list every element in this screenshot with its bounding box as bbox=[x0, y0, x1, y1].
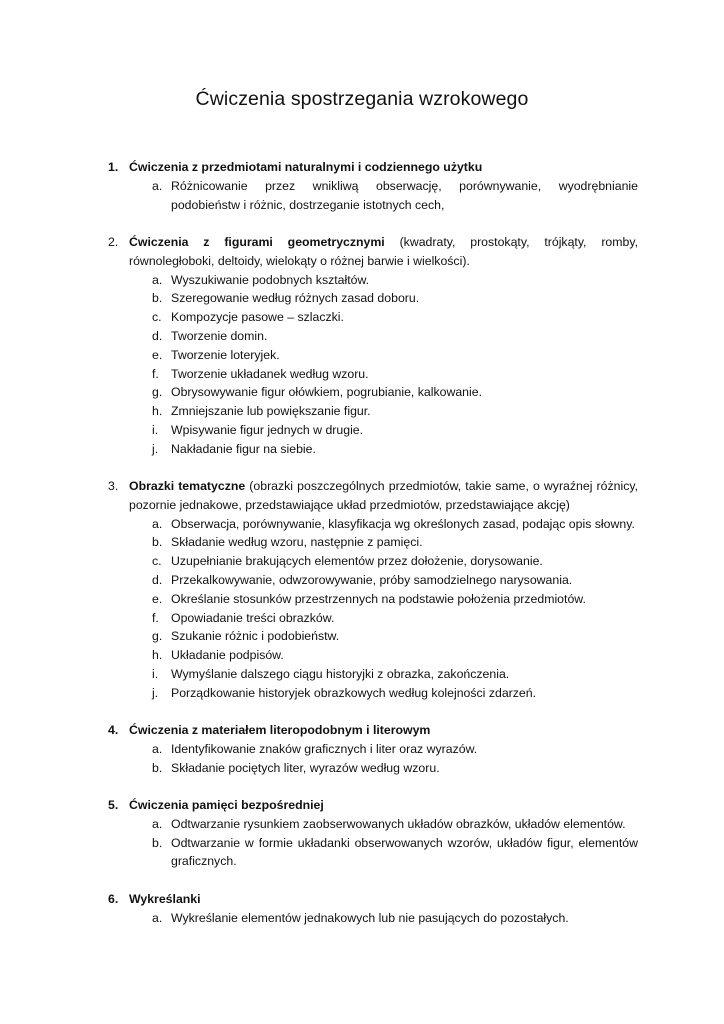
section-title: Ćwiczenia pamięci bezpośredniej bbox=[129, 798, 324, 812]
item-text: Opowiadanie treści obrazków. bbox=[171, 610, 335, 625]
section-items bbox=[108, 271, 638, 459]
section-number: 5. bbox=[108, 798, 119, 812]
list-item bbox=[108, 590, 638, 609]
list-item bbox=[108, 609, 638, 628]
item-letter: d. bbox=[152, 328, 163, 343]
section-title: Ćwiczenia z materiałem literopodobnym i literowym bbox=[129, 723, 431, 737]
list-item bbox=[108, 646, 638, 665]
section-5 bbox=[108, 796, 638, 871]
section-number: 3. bbox=[108, 479, 119, 493]
item-text: Tworzenie loteryjek. bbox=[171, 347, 280, 362]
section-3 bbox=[108, 477, 638, 703]
list-item bbox=[108, 834, 638, 872]
section-number: 6. bbox=[108, 892, 119, 906]
section-items bbox=[108, 909, 638, 928]
item-letter: g. bbox=[152, 629, 163, 644]
section-number: 1. bbox=[108, 160, 119, 174]
item-text: Odtwarzanie w formie układanki obserwowanych wzorów, układów figur, elementów graficznych. bbox=[171, 835, 638, 869]
item-letter: c. bbox=[152, 310, 162, 325]
item-text: Identyfikowanie znaków graficznych i liter oraz wyrazów. bbox=[171, 741, 478, 756]
list-item bbox=[108, 815, 638, 834]
item-text: Nakładanie figur na siebie. bbox=[171, 441, 316, 456]
section-6 bbox=[108, 890, 638, 928]
item-text: Układanie podpisów. bbox=[171, 648, 284, 663]
section-number: 2. bbox=[108, 235, 119, 249]
list-item bbox=[108, 684, 638, 703]
item-text: Zmniejszanie lub powiększanie figur. bbox=[171, 404, 371, 419]
item-letter: j. bbox=[152, 441, 159, 456]
list-item bbox=[108, 421, 638, 440]
item-letter: b. bbox=[152, 535, 163, 550]
section-1 bbox=[108, 158, 638, 214]
list-item bbox=[108, 571, 638, 590]
item-text: Wpisywanie figur jednych w drugie. bbox=[171, 422, 364, 437]
item-text: Składanie według wzoru, następnie z pamięci. bbox=[171, 535, 423, 550]
item-text: Tworzenie układanek według wzoru. bbox=[171, 366, 369, 381]
section-4 bbox=[108, 721, 638, 777]
item-text: Różnicowanie przez wnikliwą obserwację, porównywanie, wyodrębnianie podobieństw i różnic, dostrzeganie istotnych cech, bbox=[171, 178, 638, 212]
section-title: Ćwiczenia z figurami geometrycznymi bbox=[129, 235, 385, 249]
list-item bbox=[108, 383, 638, 402]
section-items bbox=[108, 740, 638, 778]
list-item bbox=[108, 177, 638, 215]
item-letter: a. bbox=[152, 516, 163, 531]
section-items bbox=[108, 815, 638, 871]
list-item bbox=[108, 552, 638, 571]
item-text: Kompozycje pasowe – szlaczki. bbox=[171, 310, 344, 325]
section-title: Obrazki tematyczne bbox=[129, 479, 246, 493]
document-title: Ćwiczenia spostrzegania wzrokowego bbox=[195, 88, 529, 110]
list-item bbox=[108, 346, 638, 365]
section-description: (kwadraty, prostokąty, trójkąty, romby, równoległoboki, deltoidy, wielokąty o różnej barwie i wielkości). bbox=[129, 235, 639, 268]
item-letter: a. bbox=[152, 910, 163, 925]
item-letter: h. bbox=[152, 404, 163, 419]
item-letter: i. bbox=[152, 422, 159, 437]
list-item bbox=[108, 665, 638, 684]
item-text: Składanie pociętych liter, wyrazów według wzoru. bbox=[171, 760, 440, 775]
section-number: 4. bbox=[108, 723, 119, 737]
item-letter: b. bbox=[152, 760, 163, 775]
item-letter: a. bbox=[152, 741, 163, 756]
item-letter: e. bbox=[152, 591, 163, 606]
section-items bbox=[108, 515, 638, 703]
item-letter: e. bbox=[152, 347, 163, 362]
section-heading bbox=[108, 477, 638, 515]
item-text: Obrysowywanie figur ołówkiem, pogrubianie, kalkowanie. bbox=[171, 385, 482, 400]
section-heading bbox=[108, 796, 638, 815]
item-text: Szeregowanie według różnych zasad doboru. bbox=[171, 291, 420, 306]
list-item bbox=[108, 440, 638, 459]
item-letter: g. bbox=[152, 385, 163, 400]
item-text: Przekalkowywanie, odwzorowywanie, próby samodzielnego narysowania. bbox=[171, 572, 573, 587]
item-letter: a. bbox=[152, 178, 163, 193]
list-item bbox=[108, 740, 638, 759]
item-letter: i. bbox=[152, 666, 159, 681]
section-heading bbox=[108, 158, 638, 177]
item-text: Szukanie różnic i podobieństw. bbox=[171, 629, 340, 644]
item-text: Obserwacja, porównywanie, klasyfikacja wg określonych zasad, podając opis słowny. bbox=[171, 516, 635, 531]
item-text: Uzupełnianie brakujących elementów przez dołożenie, dorysowanie. bbox=[171, 554, 543, 569]
item-letter: a. bbox=[152, 816, 163, 831]
item-letter: b. bbox=[152, 291, 163, 306]
list-item bbox=[108, 909, 638, 928]
list-item bbox=[108, 271, 638, 290]
section-heading bbox=[108, 233, 638, 271]
list-item bbox=[108, 289, 638, 308]
item-letter: b. bbox=[152, 835, 163, 850]
list-item bbox=[108, 402, 638, 421]
item-letter: h. bbox=[152, 648, 163, 663]
section-title: Ćwiczenia z przedmiotami naturalnymi i codziennego użytku bbox=[129, 160, 483, 174]
item-letter: f. bbox=[152, 366, 159, 381]
item-text: Porządkowanie historyjek obrazkowych według kolejności zdarzeń. bbox=[171, 685, 536, 700]
list-item bbox=[108, 515, 638, 534]
item-text: Wykreślanie elementów jednakowych lub nie pasujących do pozostałych. bbox=[171, 910, 569, 925]
item-text: Określanie stosunków przestrzennych na podstawie położenia przedmiotów. bbox=[171, 591, 586, 606]
item-letter: j. bbox=[152, 685, 159, 700]
section-heading bbox=[108, 890, 638, 909]
item-letter: d. bbox=[152, 572, 163, 587]
list-item bbox=[108, 759, 638, 778]
list-item bbox=[108, 627, 638, 646]
item-text: Wymyślanie dalszego ciągu historyjki z obrazka, zakończenia. bbox=[171, 666, 510, 681]
list-item bbox=[108, 533, 638, 552]
item-letter: f. bbox=[152, 610, 159, 625]
section-2 bbox=[108, 233, 638, 459]
section-title: Wykreślanki bbox=[129, 892, 201, 906]
list-item bbox=[108, 327, 638, 346]
item-text: Wyszukiwanie podobnych kształtów. bbox=[171, 272, 370, 287]
list-item bbox=[108, 308, 638, 327]
list-item bbox=[108, 365, 638, 384]
item-letter: a. bbox=[152, 272, 163, 287]
section-heading bbox=[108, 721, 638, 740]
item-text: Odtwarzanie rysunkiem zaobserwowanych układów obrazków, układów elementów. bbox=[171, 816, 626, 831]
item-text: Tworzenie domin. bbox=[171, 328, 268, 343]
section-description: (obrazki poszczególnych przedmiotów, takie same, o wyraźnej różnicy, pozornie jednakowe, przedstawiające układ przedmiotów, przedstawiające akcję) bbox=[129, 479, 639, 512]
item-letter: c. bbox=[152, 554, 162, 569]
section-items bbox=[108, 177, 638, 215]
